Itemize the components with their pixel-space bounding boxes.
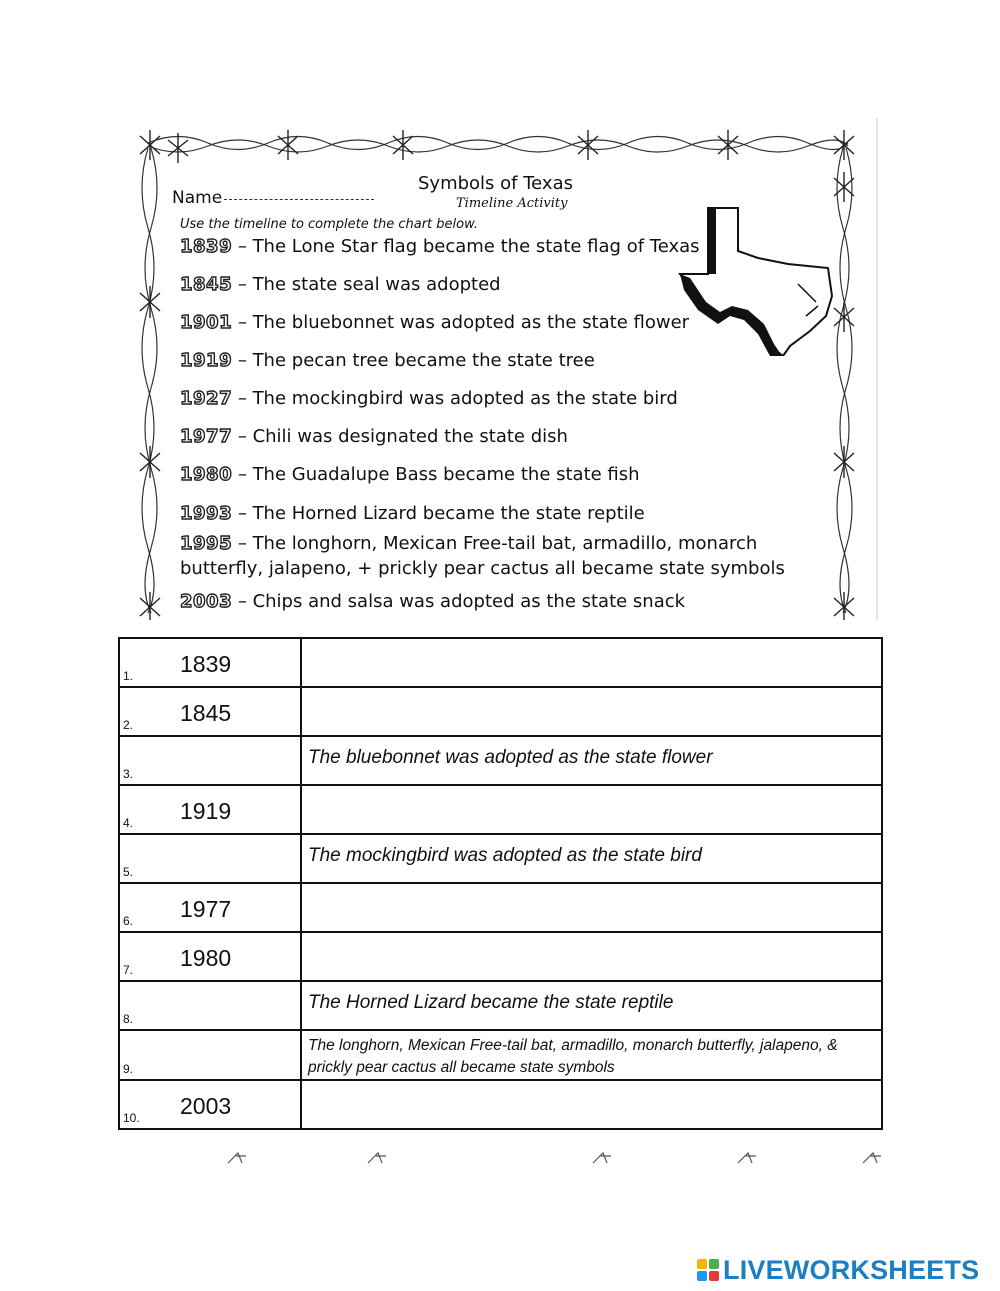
table-row bbox=[119, 932, 882, 981]
description-cell[interactable] bbox=[301, 834, 882, 883]
row-number: 5. bbox=[123, 865, 134, 879]
description-text: The mockingbird was adopted as the state bird bbox=[308, 845, 702, 866]
logo-square bbox=[709, 1271, 719, 1281]
timeline-event: 1919 – The pecan tree became the state tree bbox=[180, 350, 595, 371]
table-row bbox=[119, 1080, 882, 1129]
logo-square bbox=[697, 1271, 707, 1281]
table-row bbox=[119, 736, 882, 785]
description-cell[interactable] bbox=[301, 736, 882, 785]
timeline-event: 1993 – The Horned Lizard became the state reptile bbox=[180, 503, 645, 524]
logo-square bbox=[697, 1259, 707, 1269]
timeline-event: 1980 – The Guadalupe Bass became the state fish bbox=[180, 464, 640, 485]
table-row bbox=[119, 981, 882, 1030]
row-number: 9. bbox=[123, 1062, 134, 1076]
logo-square bbox=[709, 1259, 719, 1269]
timeline-event: 1839 – The Lone Star flag became the state flag of Texas bbox=[180, 236, 700, 257]
row-number: 2. bbox=[123, 718, 134, 732]
year-cell[interactable] bbox=[119, 1080, 301, 1129]
table-row bbox=[119, 785, 882, 834]
year-value: 1980 bbox=[180, 945, 232, 971]
worksheet-image bbox=[118, 118, 876, 620]
year-cell[interactable] bbox=[119, 932, 301, 981]
description-cell[interactable] bbox=[301, 1030, 882, 1080]
instruction-text: Use the timeline to complete the chart below. bbox=[180, 217, 479, 232]
year-cell[interactable] bbox=[119, 981, 301, 1030]
row-number: 6. bbox=[123, 914, 134, 928]
description-cell[interactable] bbox=[301, 638, 882, 687]
row-number: 3. bbox=[123, 767, 134, 781]
description-cell[interactable] bbox=[301, 1080, 882, 1129]
year-value: 1845 bbox=[180, 700, 232, 726]
timeline-event: 1995 – The longhorn, Mexican Free-tail bat, armadillo, monarch butterfly, jalapeno, + prickly pear cactus all became state symbols bbox=[180, 533, 785, 579]
year-cell[interactable] bbox=[119, 1030, 301, 1080]
row-number: 7. bbox=[123, 963, 134, 977]
description-text: The longhorn, Mexican Free-tail bat, armadillo, monarch butterfly, jalapeno, & prickly pear cactus all became state symbols bbox=[308, 1037, 838, 1076]
description-cell[interactable] bbox=[301, 883, 882, 932]
row-number: 4. bbox=[123, 816, 134, 830]
row-number: 8. bbox=[123, 1012, 134, 1026]
row-number: 1. bbox=[123, 669, 134, 683]
timeline-event: 1845 – The state seal was adopted bbox=[180, 274, 501, 295]
description-text bbox=[302, 688, 881, 698]
year-value: 2003 bbox=[180, 1093, 232, 1119]
year-value: 1977 bbox=[180, 896, 232, 922]
logo-text: LIVEWORKSHEETS bbox=[723, 1254, 980, 1285]
year-value: 1839 bbox=[180, 651, 232, 677]
table-row bbox=[119, 883, 882, 932]
description-cell[interactable] bbox=[301, 785, 882, 834]
description-cell[interactable] bbox=[301, 981, 882, 1030]
timeline-event: 1927 – The mockingbird was adopted as the state bird bbox=[180, 388, 678, 409]
description-text bbox=[302, 639, 881, 649]
description-text: The bluebonnet was adopted as the state flower bbox=[308, 747, 713, 768]
year-cell[interactable] bbox=[119, 834, 301, 883]
year-cell[interactable] bbox=[119, 638, 301, 687]
year-cell[interactable] bbox=[119, 687, 301, 736]
liveworksheets-logo bbox=[697, 1253, 979, 1287]
description-text bbox=[302, 884, 881, 894]
description-cell[interactable] bbox=[301, 687, 882, 736]
year-cell[interactable] bbox=[119, 785, 301, 834]
worksheet-subtitle: Timeline Activity bbox=[456, 196, 568, 211]
timeline-event: 2003 – Chips and salsa was adopted as the state snack bbox=[180, 591, 686, 612]
description-cell[interactable] bbox=[301, 932, 882, 981]
description-text bbox=[302, 1081, 881, 1091]
barbed-wire-fragment bbox=[118, 1148, 888, 1168]
timeline-event: 1901 – The bluebonnet was adopted as the state flower bbox=[180, 312, 690, 333]
year-value: 1919 bbox=[180, 798, 232, 824]
name-field-label: Name bbox=[172, 188, 374, 208]
row-number: 10. bbox=[123, 1111, 140, 1125]
worksheet-title: Symbols of Texas bbox=[418, 173, 573, 194]
description-text bbox=[302, 933, 881, 943]
table-row bbox=[119, 687, 882, 736]
year-cell[interactable] bbox=[119, 883, 301, 932]
description-text: The Horned Lizard became the state reptile bbox=[308, 992, 674, 1013]
table-row bbox=[119, 834, 882, 883]
table-row bbox=[119, 638, 882, 687]
logo-mark-icon bbox=[697, 1259, 719, 1281]
description-text bbox=[302, 786, 881, 796]
timeline-event: 1977 – Chili was designated the state dish bbox=[180, 426, 568, 447]
year-cell[interactable] bbox=[119, 736, 301, 785]
table-row bbox=[119, 1030, 882, 1080]
answer-table bbox=[118, 637, 883, 1130]
texas-map-icon bbox=[678, 206, 838, 356]
